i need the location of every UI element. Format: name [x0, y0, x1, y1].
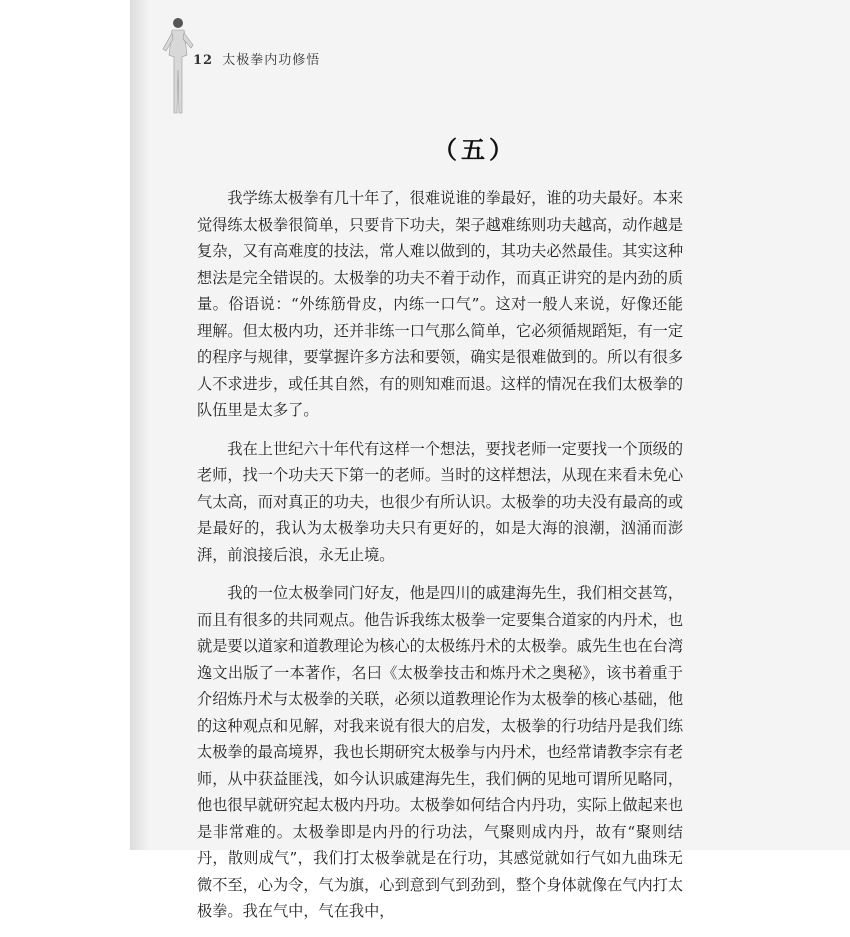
book-title: 太极拳内功修悟	[222, 53, 321, 68]
chapter-title: （五）	[433, 135, 517, 164]
paragraph: 我学练太极拳有几十年了，很难说谁的拳最好，谁的功夫最好。本来觉得练太极拳很简单，只要肯下功夫，架子越难练则功夫越高，动作越是复杂，又有高难度的技法，常人难以做到的，其功夫必然最佳。其实这种想法是完全错误的。太极拳的功夫不着于动作，而真正讲究的是内劲的质量。俗语说：“外练筋骨皮，内练一口气”。这对一般人来说，好像还能理解。但太极内功，还并非练一口气那么简单，它必须循规蹈矩，有一定的程序与规律，要掌握许多方法和要领，确实是很难做到的。所以有很多人不求进步，或任其自然，有的则知难而退。这样的情况在我们太极拳的队伍里是太多了。	[197, 189, 684, 419]
paragraph: 我在上世纪六十年代有这样一个想法，要找老师一定要找一个顶级的老师，找一个功夫天下第一的老师。当时的这样想法，从现在来看未免心气太高，而对真正的功夫，也很少有所认识。太极拳的功夫没有最高的或是最好的，我认为太极拳功夫只有更好的，如是大海的浪潮，汹涌而澎湃，前浪接后浪，永无止境。	[197, 439, 684, 564]
page-number: 12	[193, 53, 214, 68]
taichi-figure-illustration	[160, 15, 196, 115]
paragraph: 我的一位太极拳同门好友，他是四川的戚建海先生，我们相交甚笃，而且有很多的共同观点。他告诉我练太极拳一定要集合道家的内丹术，也就是要以道家和道教理论为核心的太极练丹术的太极拳。戚先生也在台湾逸文出版了一本著作，名曰《太极拳技击和炼丹术之奥秘》，该书着重于介绍炼丹术与太极拳的关联，必须以道教理论作为太极拳的核心基础，他的这种观点和见解，对我来说有很大的启发，太极拳的行功结丹是我们练太极拳的最高境界，我也长期研究太极拳与内丹术，也经常请教李宗有老师，从中获益匪浅，如今认识戚建海先生，我们俩的见地可谓所见略同，他也很早就研究起太极内丹功。太极拳如何结合内丹功，实际上做起来也是非常难的。太极拳即是内丹的行功法，气聚则成内丹，故有“聚则结丹，散则成气”，我们打太极拳就是在行功，其感觉就如行气如九曲珠无微不至，心为令，气为旗，心到意到气到劲到，整个身体就像在气内打太极拳。我在气中，气在我中，	[197, 584, 684, 920]
running-header	[193, 49, 320, 68]
body-text	[197, 185, 683, 937]
